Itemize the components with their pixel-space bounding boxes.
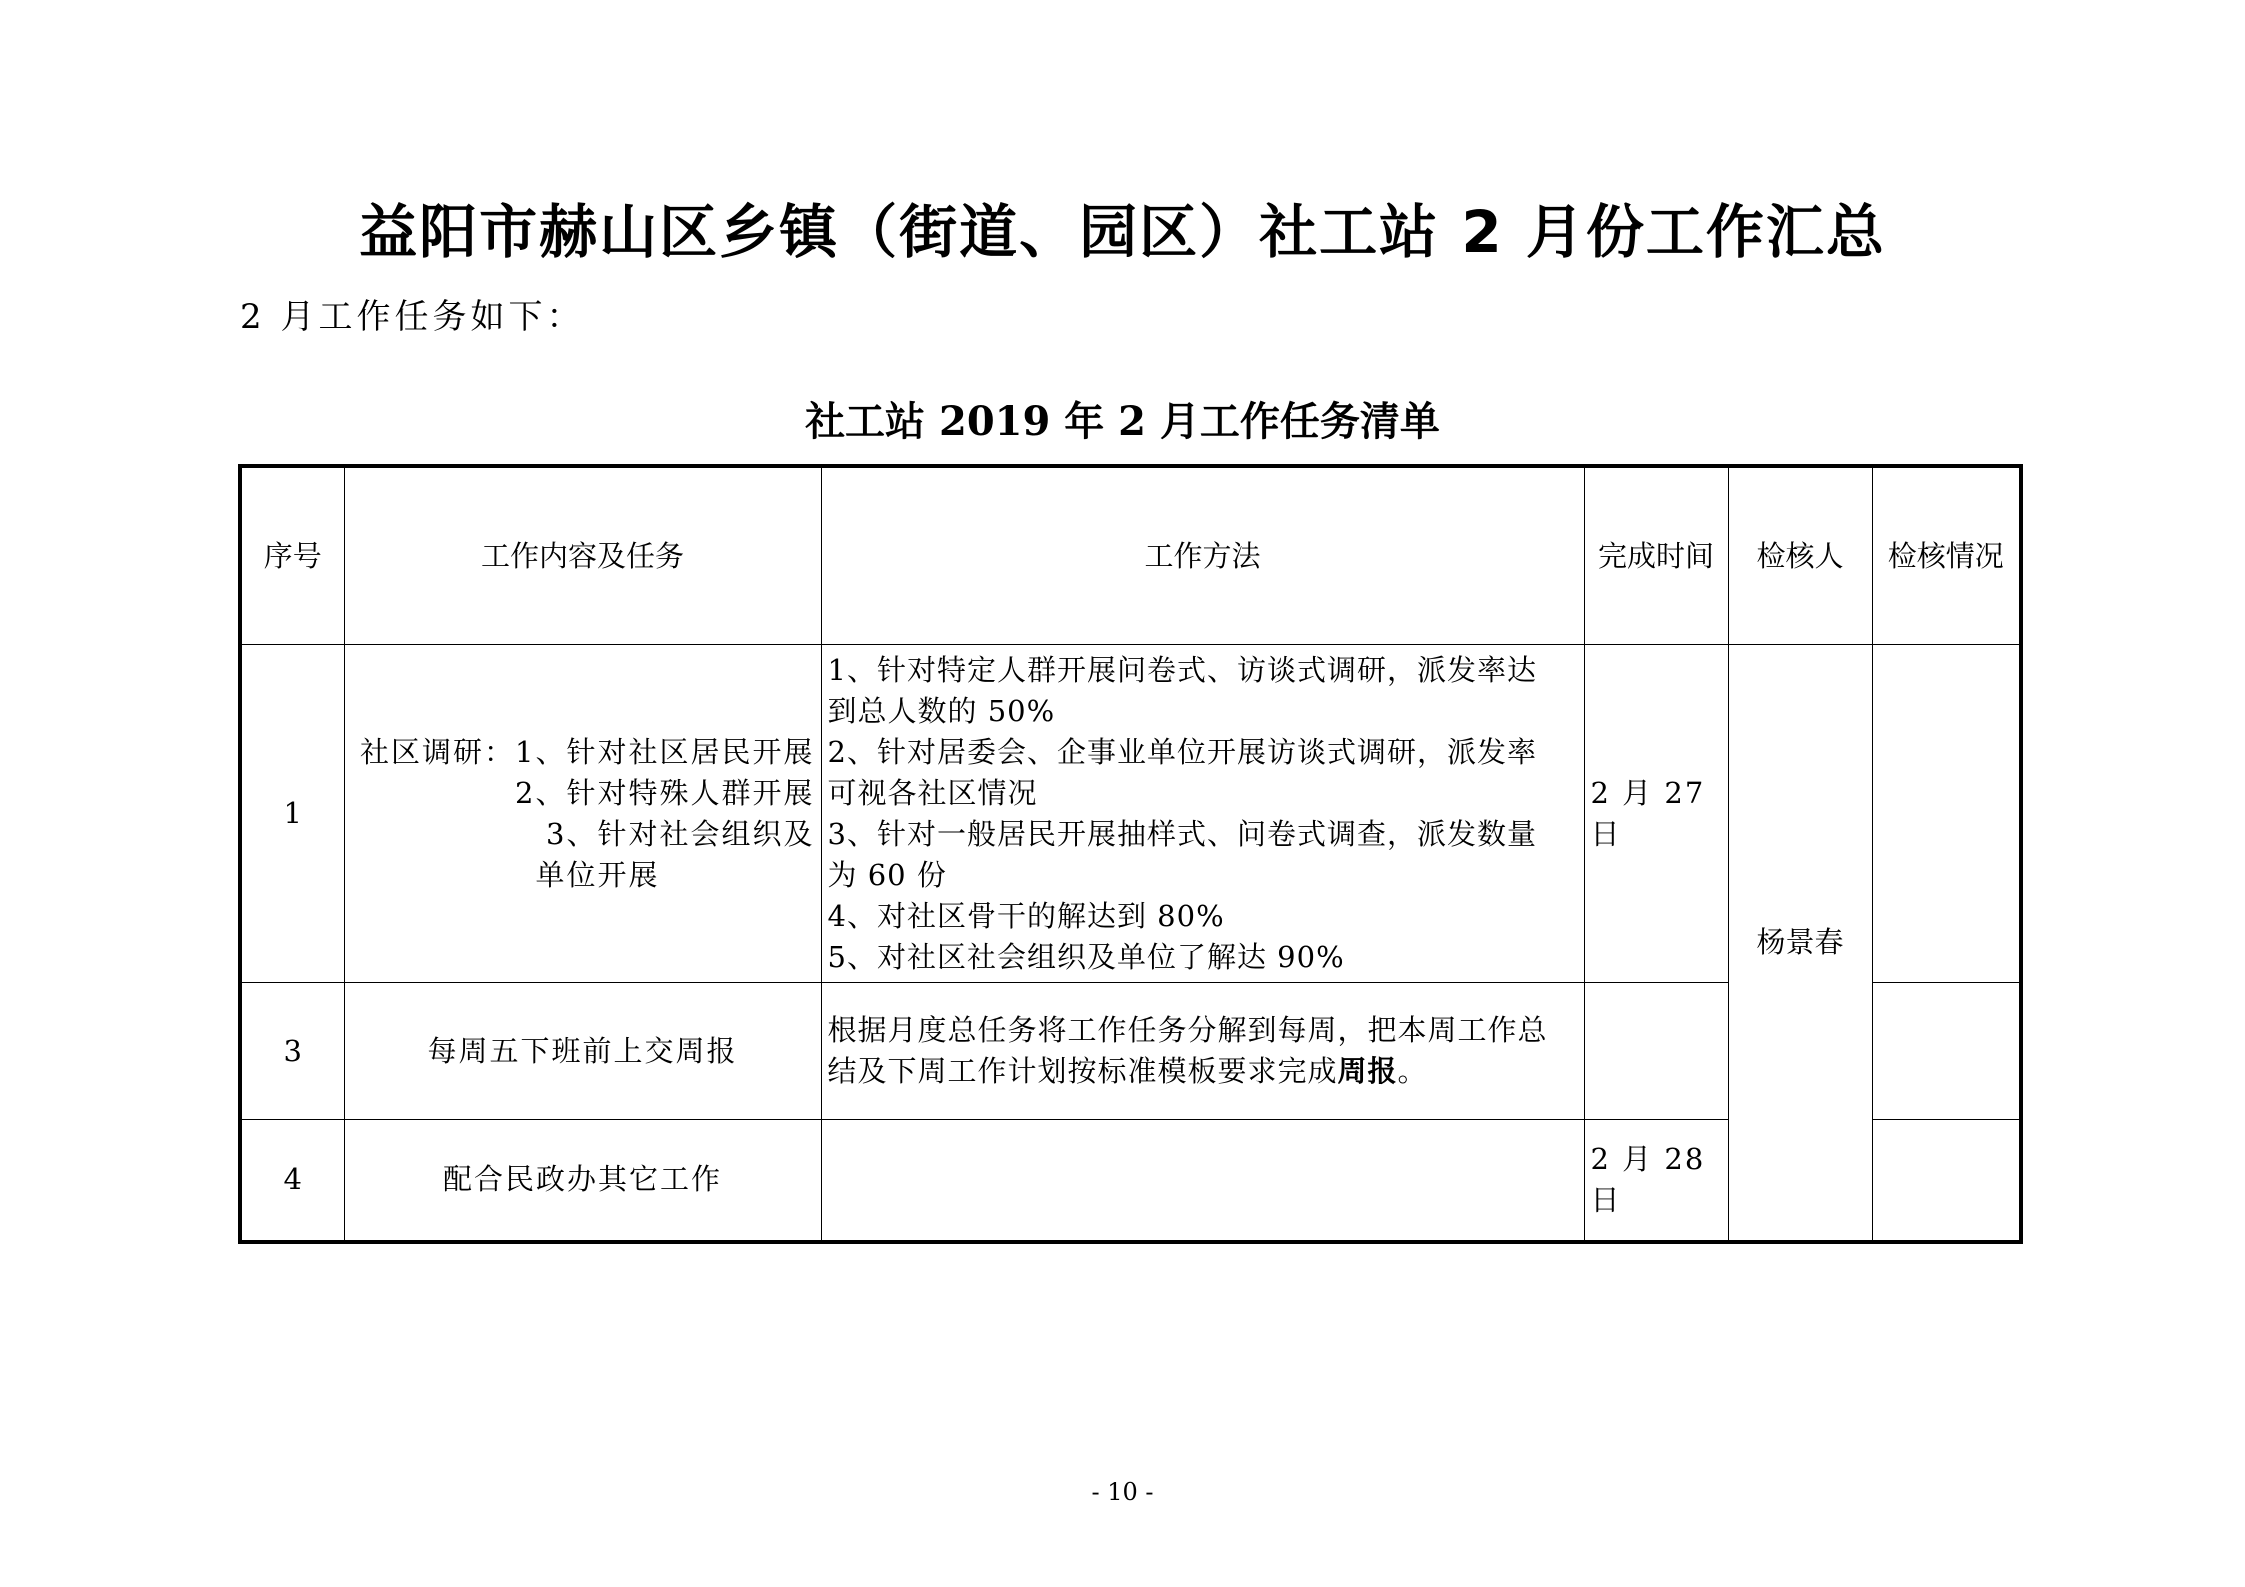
method-line: 为 60 份 <box>827 857 947 892</box>
content-line: 2、针对特殊人群开展 <box>515 775 815 810</box>
content-line: 社区调研：1、针对社区居民开展 <box>360 734 815 769</box>
method-line: 4、对社区骨干的解达到 80% <box>827 898 1225 933</box>
table-header-row <box>240 466 2021 645</box>
header-num: 序号 <box>240 466 344 645</box>
row-status <box>1872 1120 2021 1242</box>
row-status <box>1872 983 2021 1120</box>
method-line: 根据月度总任务将工作任务分解到每周，把本周工作总 <box>827 1013 1548 1047</box>
row-method <box>821 983 1584 1120</box>
method-line: 可视各社区情况 <box>827 775 1038 810</box>
header-method: 工作方法 <box>821 466 1584 645</box>
intro-text: 2 月工作任务如下： <box>240 297 585 337</box>
method-line <box>828 1051 1578 1092</box>
content-line: 单位开展 <box>535 857 660 892</box>
header-time: 完成时间 <box>1584 466 1728 645</box>
row-method <box>821 1120 1584 1242</box>
table-caption: 社工站 2019 年 2 月工作任务清单 <box>805 398 1440 445</box>
header-status: 检核情况 <box>1872 466 2021 645</box>
row-number: 1 <box>240 645 344 983</box>
page-number: - 10 - <box>1091 1478 1154 1506</box>
row-number: 3 <box>240 983 344 1120</box>
row-content: 配合民政办其它工作 <box>344 1120 821 1242</box>
row-time: 2 月 27 日 <box>1584 645 1728 983</box>
table-row <box>240 645 2021 983</box>
row-content <box>344 645 821 983</box>
header-checker: 检核人 <box>1728 466 1872 645</box>
method-line: 1、针对特定人群开展问卷式、访谈式调研，派发率达 <box>827 652 1537 687</box>
page-title: 益阳市赫山区乡镇（街道、园区）社工站 2 月份工作汇总 <box>359 198 1886 266</box>
method-line: 2、针对居委会、企事业单位开展访谈式调研，派发率 <box>827 734 1537 769</box>
header-content: 工作内容及任务 <box>344 466 821 645</box>
method-line: 到总人数的 50% <box>827 693 1056 728</box>
method-line: 3、针对一般居民开展抽样式、问卷式调查，派发数量 <box>827 816 1537 851</box>
row-content: 每周五下班前上交周报 <box>344 983 821 1120</box>
content-line: 3、针对社会组织及 <box>546 816 815 851</box>
task-table <box>238 464 2023 1244</box>
method-text-end: 。 <box>1397 1054 1428 1088</box>
row-status <box>1872 645 2021 983</box>
row-time: 2 月 28 日 <box>1584 1120 1728 1242</box>
method-line: 5、对社区社会组织及单位了解达 90% <box>827 939 1345 974</box>
row-method <box>821 645 1584 983</box>
row-number: 4 <box>240 1120 344 1242</box>
weekly-report-emphasis: 周报 <box>1337 1054 1398 1088</box>
row-time <box>1584 983 1728 1120</box>
method-text: 结及下周工作计划按标准模板要求完成 <box>827 1054 1338 1088</box>
checker-name: 杨景春 <box>1728 645 1872 1242</box>
